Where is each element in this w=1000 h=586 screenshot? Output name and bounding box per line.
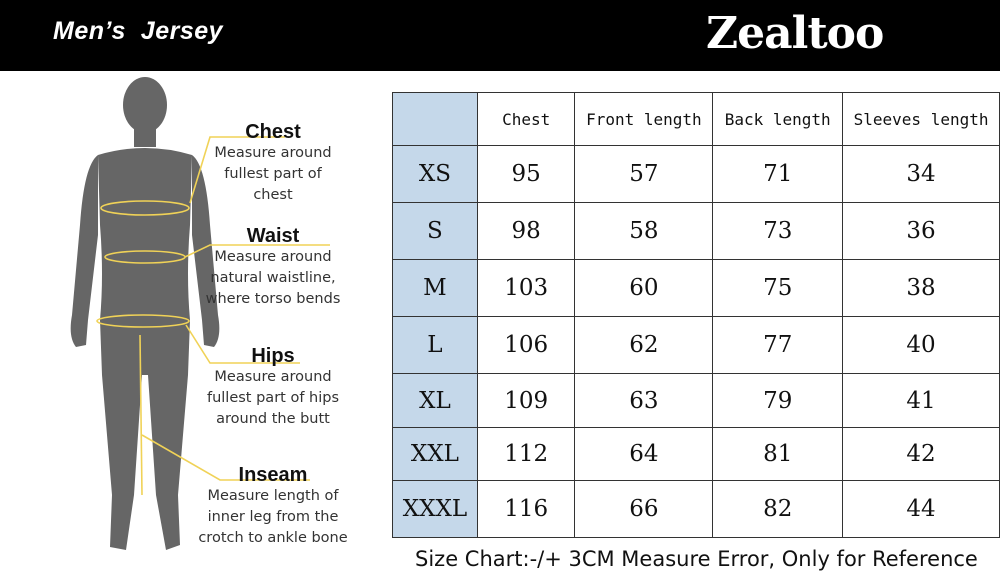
measurement-cell: 41 bbox=[843, 374, 1000, 428]
measurement-cell: 82 bbox=[713, 481, 843, 538]
inseam-guide bbox=[188, 464, 358, 549]
size-label-cell: XS bbox=[393, 146, 478, 203]
size-label-cell: L bbox=[393, 317, 478, 374]
hips-label: Hips bbox=[251, 345, 295, 367]
measurement-cell: 66 bbox=[575, 481, 713, 538]
measurement-cell: 73 bbox=[713, 203, 843, 260]
measurement-cell: 42 bbox=[843, 428, 1000, 481]
inseam-label: Inseam bbox=[238, 464, 308, 486]
table-row bbox=[393, 146, 1000, 203]
measurement-cell: 109 bbox=[477, 374, 575, 428]
measurement-cell: 57 bbox=[575, 146, 713, 203]
measurement-cell: 62 bbox=[575, 317, 713, 374]
inseam-description: Measure length of inner leg from the crotch to ankle bone bbox=[198, 488, 348, 546]
waist-guide bbox=[195, 225, 351, 310]
table-row bbox=[393, 481, 1000, 538]
waist-description: Measure around natural waistline, where torso bends bbox=[205, 249, 341, 307]
measurement-cell: 34 bbox=[843, 146, 1000, 203]
size-label-cell: XXXL bbox=[393, 481, 478, 538]
measurement-cell: 95 bbox=[477, 146, 575, 203]
waist-label: Waist bbox=[246, 225, 300, 247]
chest-guide bbox=[200, 121, 346, 206]
chest-description: Measure around fullest part of chest bbox=[214, 145, 332, 203]
hips-description: Measure around fullest part of hips around the butt bbox=[206, 369, 340, 427]
measurement-cell: 81 bbox=[713, 428, 843, 481]
measurement-cell: 75 bbox=[713, 260, 843, 317]
page-title: Men’s Jersey bbox=[53, 17, 224, 45]
measurement-cell: 103 bbox=[477, 260, 575, 317]
measurement-cell: 77 bbox=[713, 317, 843, 374]
hips-guide bbox=[197, 345, 349, 430]
measurement-cell: 116 bbox=[477, 481, 575, 538]
column-header-chest: Chest bbox=[477, 93, 575, 146]
measurement-cell: 60 bbox=[575, 260, 713, 317]
table-row bbox=[393, 374, 1000, 428]
column-header-front-length: Front length bbox=[575, 93, 713, 146]
table-row bbox=[393, 317, 1000, 374]
measurement-cell: 112 bbox=[477, 428, 575, 481]
column-header-back-length: Back length bbox=[713, 93, 843, 146]
measurement-cell: 36 bbox=[843, 203, 1000, 260]
chest-label: Chest bbox=[245, 121, 301, 143]
size-label-cell: M bbox=[393, 260, 478, 317]
measurement-cell: 58 bbox=[575, 203, 713, 260]
measurement-cell: 44 bbox=[843, 481, 1000, 538]
size-chart-table bbox=[392, 92, 1000, 538]
measurement-cell: 98 bbox=[477, 203, 575, 260]
measurement-cell: 63 bbox=[575, 374, 713, 428]
measurement-cell: 79 bbox=[713, 374, 843, 428]
measurement-cell: 71 bbox=[713, 146, 843, 203]
header-bar bbox=[0, 0, 1000, 71]
measurement-cell: 106 bbox=[477, 317, 575, 374]
table-row bbox=[393, 428, 1000, 481]
table-row bbox=[393, 260, 1000, 317]
size-label-cell: XXL bbox=[393, 428, 478, 481]
measurement-cell: 38 bbox=[843, 260, 1000, 317]
table-row bbox=[393, 203, 1000, 260]
size-label-cell: S bbox=[393, 203, 478, 260]
size-chart-footnote: Size Chart:-/+ 3CM Measure Error, Only for Reference bbox=[415, 547, 978, 571]
brand-logo: Zealtoo bbox=[706, 8, 884, 59]
table-header-row bbox=[393, 93, 1000, 146]
measurement-cell: 64 bbox=[575, 428, 713, 481]
measurement-cell: 40 bbox=[843, 317, 1000, 374]
table-corner-cell bbox=[393, 93, 478, 146]
column-header-sleeves-length: Sleeves length bbox=[843, 93, 1000, 146]
size-label-cell: XL bbox=[393, 374, 478, 428]
